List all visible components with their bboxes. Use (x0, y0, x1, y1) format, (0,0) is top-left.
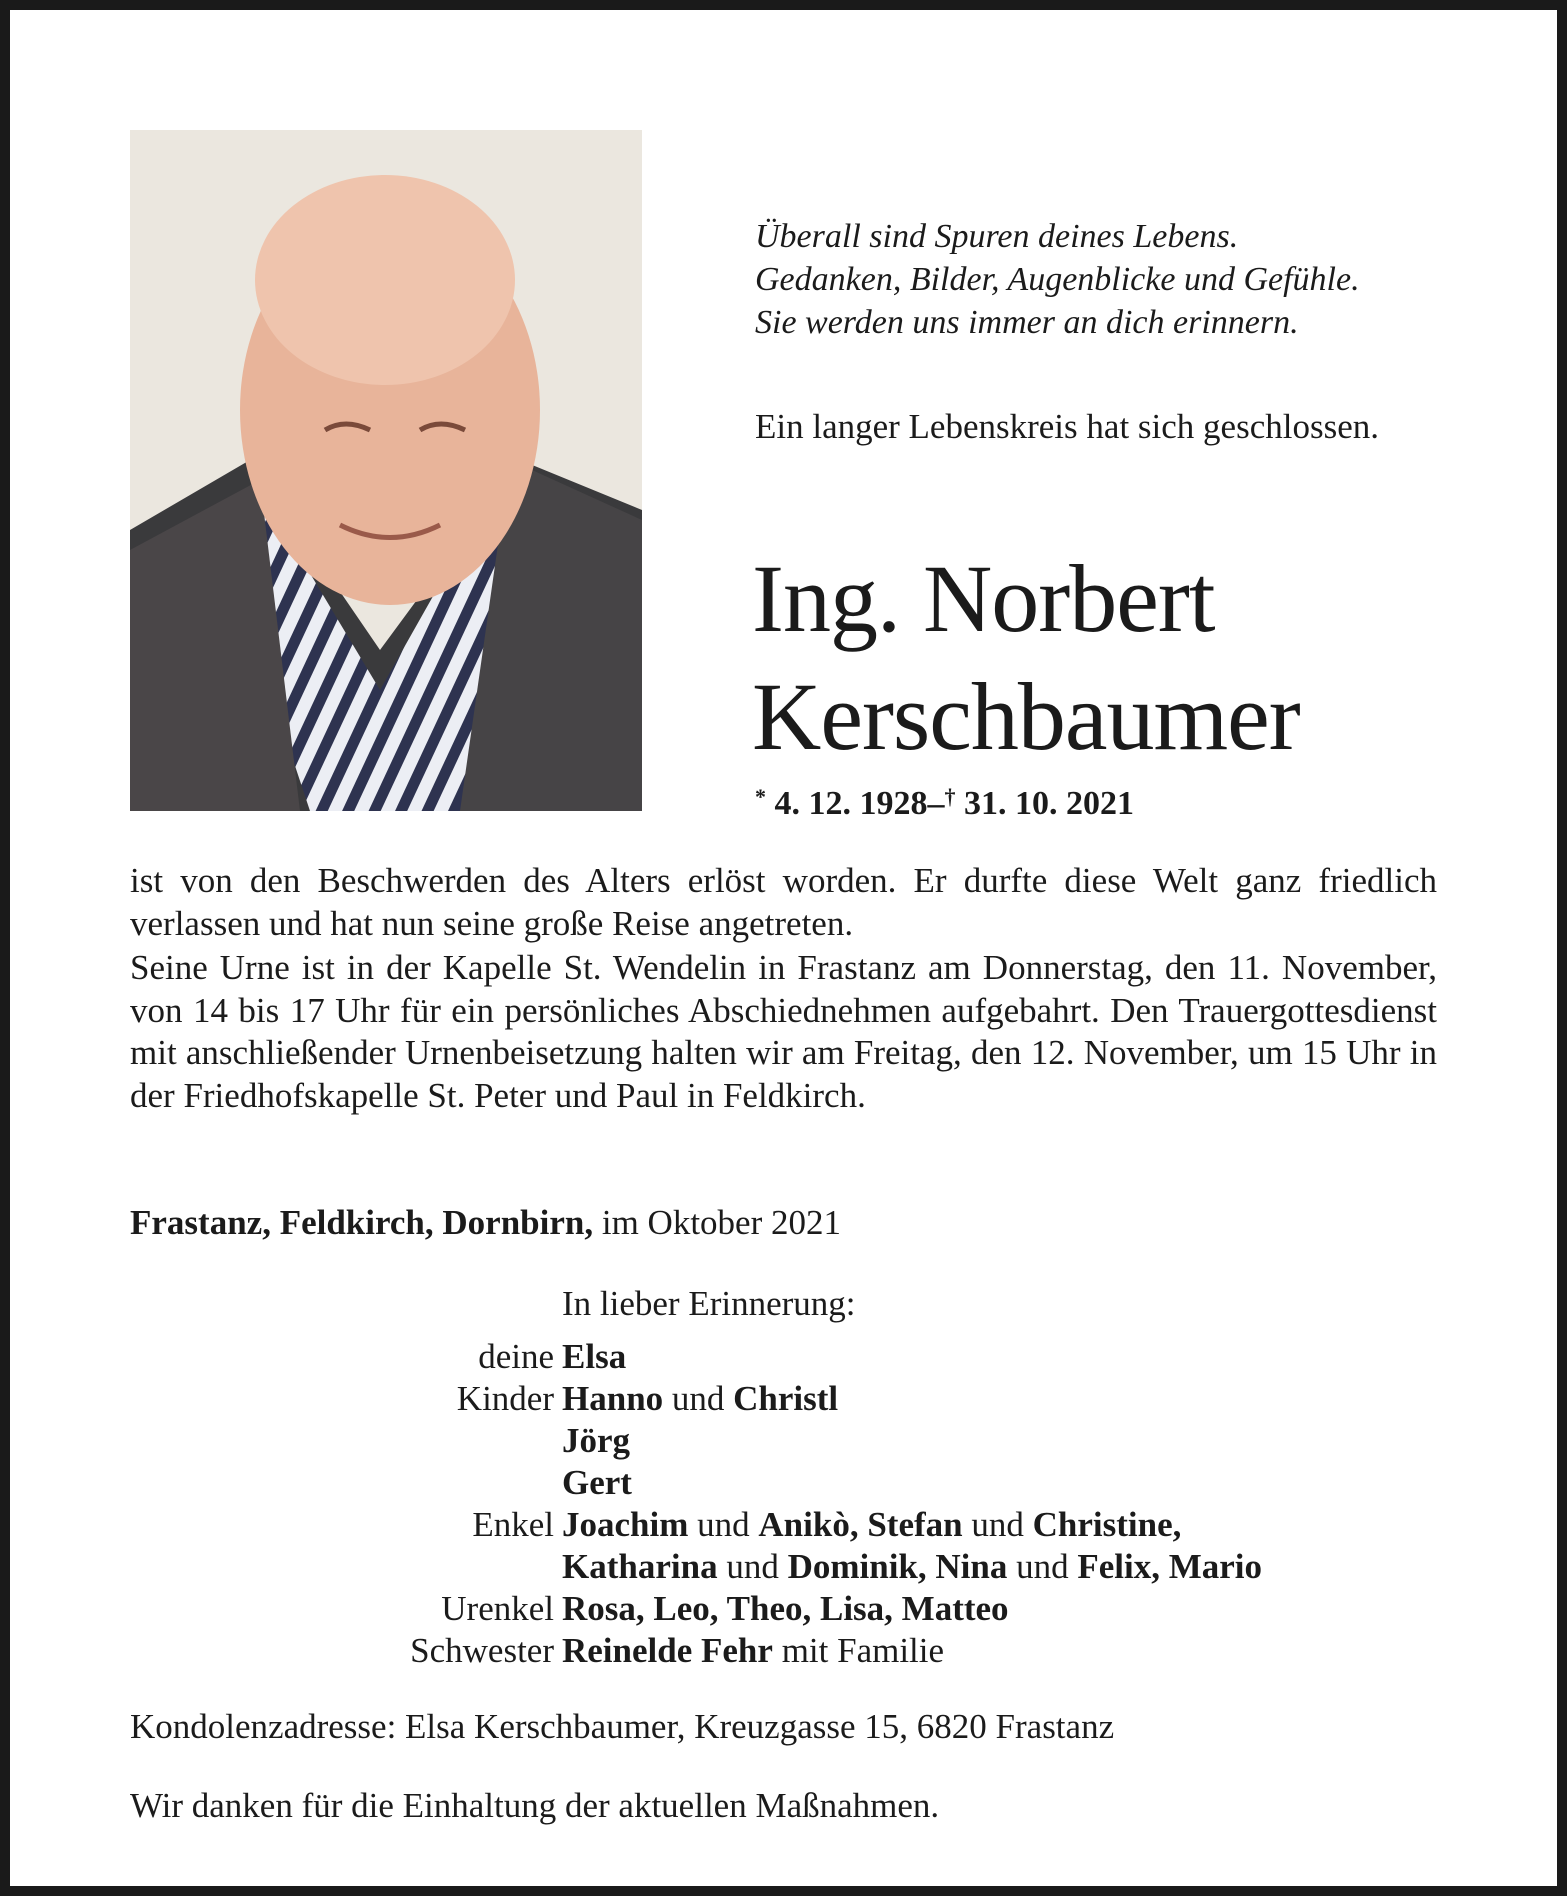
relative-name: Katharina (562, 1547, 718, 1586)
remembrance-heading: In lieber Erinnerung: (562, 1284, 856, 1323)
relation-label (130, 1462, 562, 1504)
connector-text: und (717, 1547, 788, 1586)
family-list (130, 1336, 1450, 1672)
quote-line: Sie werden uns immer an dich erinnern. (755, 304, 1299, 341)
quote-line: Gedanken, Bilder, Augenblicke und Gefühle. (755, 261, 1360, 298)
relative-name: Jörg (562, 1421, 631, 1460)
connector-text: und (1007, 1547, 1078, 1586)
relation-label (130, 1420, 562, 1462)
relative-names (562, 1420, 630, 1462)
relation-label: Kinder (456, 1379, 554, 1418)
obituary-page (10, 10, 1557, 1886)
family-row (130, 1546, 1450, 1588)
month-year: im Oktober 2021 (601, 1203, 841, 1242)
connector-text: mit Familie (772, 1631, 945, 1670)
relative-names (562, 1630, 944, 1672)
relative-name: Gert (562, 1463, 632, 1502)
birth-symbol: * (755, 784, 766, 809)
relative-names (562, 1378, 838, 1420)
towns: Frastanz, Feldkirch, Dornbirn, (130, 1203, 594, 1242)
death-date: 31. 10. 2021 (964, 785, 1134, 822)
connector-text: und (688, 1505, 759, 1544)
relative-names (562, 1504, 1181, 1546)
memorial-quote (755, 215, 1455, 344)
relative-name: Hanno (562, 1379, 664, 1418)
family-row (130, 1630, 1450, 1672)
announcement-body (130, 860, 1437, 1119)
quote-line: Überall sind Spuren deines Lebens. (755, 218, 1239, 255)
relative-name: Rosa, Leo, Theo, Lisa, Matteo (562, 1589, 1009, 1628)
relative-name: Reinelde Fehr (562, 1631, 773, 1670)
family-row (130, 1462, 1450, 1504)
body-paragraph: ist von den Beschwerden des Alters erlöst worden. Er durfte diese Welt ganz friedlich verlassen und hat nun seine große Reise angetreten. (130, 861, 1437, 943)
relative-names (562, 1336, 626, 1378)
relation-label (130, 1546, 562, 1588)
relative-name: Dominik, Nina (787, 1547, 1008, 1586)
family-row (130, 1588, 1450, 1630)
relative-name: Christl (733, 1379, 839, 1418)
family-row (130, 1420, 1450, 1462)
relation-label: Schwester (410, 1631, 554, 1670)
body-paragraph: Seine Urne ist in der Kapelle St. Wendelin in Frastanz am Donnerstag, den 11. November, von 14 bis 17 Uhr für ein persönliches Abschiednehmen aufgebahrt. Den Trauergottesdienst mit anschließender Urnenbeisetzung halten wir am Freitag, den 12. November, um 15 Uhr in der Friedhofskapelle St. Peter und Paul in Feldkirch. (130, 948, 1437, 1115)
relative-name: Felix, Mario (1077, 1547, 1263, 1586)
relative-name: Anikò, Stefan (758, 1505, 963, 1544)
relative-names (562, 1462, 632, 1504)
connector-text: und (663, 1379, 734, 1418)
relative-name: Joachim (562, 1505, 689, 1544)
name-line-1: Ing. Norbert (752, 545, 1215, 652)
relation-label: deine (478, 1337, 554, 1376)
deceased-name (752, 540, 1300, 776)
family-row (130, 1378, 1450, 1420)
relative-name: Christine, (1032, 1505, 1182, 1544)
relative-names (562, 1588, 1009, 1630)
relative-names (562, 1546, 1262, 1588)
place-date (130, 1203, 841, 1243)
birth-date: 4. 12. 1928 (774, 785, 928, 822)
connector-text: und (962, 1505, 1033, 1544)
family-row (130, 1504, 1450, 1546)
death-symbol: † (944, 784, 956, 809)
relation-label: Enkel (472, 1505, 554, 1544)
intro-text: Ein langer Lebenskreis hat sich geschlossen. (755, 407, 1379, 446)
portrait-photo (130, 130, 642, 811)
relation-label: Urenkel (441, 1589, 554, 1628)
date-separator: – (927, 785, 945, 822)
thanks-note: Wir danken für die Einhaltung der aktuellen Maßnahmen. (130, 1786, 940, 1825)
name-line-2: Kerschbaumer (752, 663, 1300, 770)
relative-name: Elsa (562, 1337, 627, 1376)
life-dates (755, 784, 1134, 823)
family-row (130, 1336, 1450, 1378)
condolence-address: Kondolenzadresse: Elsa Kerschbaumer, Kreuzgasse 15, 6820 Frastanz (130, 1707, 1115, 1746)
